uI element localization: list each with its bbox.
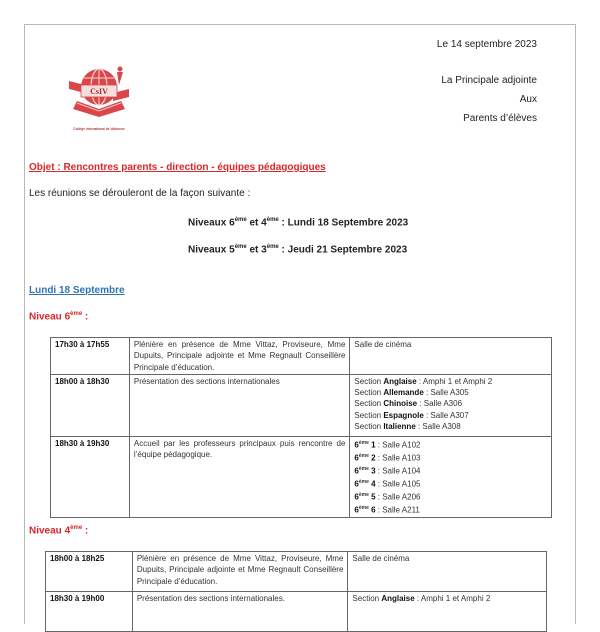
table-row	[46, 552, 547, 592]
svg-text:CsIV: CsIV	[90, 87, 108, 96]
schedule-table-4eme	[45, 551, 547, 632]
level-heading-6: Niveau 6ème :	[29, 311, 89, 323]
time-cell: 17h30 à 17h55	[51, 338, 130, 375]
description-cell: Présentation des sections internationales.	[132, 592, 348, 632]
description-cell: Accueil par les professeurs principaux puis rencontre de l’équipe pédagogique.	[129, 436, 350, 517]
table-row	[51, 436, 552, 517]
room-cell: Section Anglaise : Amphi 1 et Amphi 2	[348, 592, 547, 632]
recipients: Parents d’élèves	[463, 113, 537, 124]
sender: La Principale adjointe	[441, 75, 537, 86]
level-heading-4: Niveau 4ème :	[29, 525, 89, 537]
time-cell: 18h30 à 19h00	[46, 592, 133, 632]
schedule-line-2: Niveaux 5ème et 3ème : Jeudi 21 Septembre 2023	[188, 244, 408, 256]
table-row	[51, 374, 552, 436]
recipient-prefix: Aux	[519, 94, 537, 105]
description-cell: Plénière en présence de Mme Vittaz, Proviseure, Mme Dupuits, Principale adjointe et Mme Regnault Conseillère Principale d’éducation.	[129, 338, 350, 375]
table-row	[46, 592, 547, 632]
school-logo	[55, 63, 143, 133]
globe-book-logo-icon	[55, 63, 143, 127]
day-heading: Lundi 18 Septembre	[29, 285, 125, 296]
letter-date: Le 14 septembre 2023	[436, 39, 537, 50]
time-cell: 18h00 à 18h25	[46, 552, 133, 592]
letter-page	[24, 24, 576, 624]
description-cell: Présentation des sections internationales	[129, 374, 350, 436]
description-cell: Plénière en présence de Mme Vittaz, Proviseure, Mme Dupuits, Principale adjointe et Mme Regnault Conseillère Principale d’éducation.	[132, 552, 348, 592]
room-cell: Section Anglaise : Amphi 1 et Amphi 2 Section Allemande : Salle A305 Section Chinoise : Salle A306 Section Espagnole : Salle A307 Section Italienne : Salle A308	[350, 374, 552, 436]
intro-text: Les réunions se dérouleront de la façon suivante :	[29, 188, 251, 199]
subject-line: Objet : Rencontres parents - direction - équipes pédagogiques	[29, 162, 326, 173]
class-room-cell: 6ème 1 : Salle A102 6ème 2 : Salle A103 6ème 3 : Salle A104 6ème 4 : Salle A105 6ème 5 : Salle A206 6ème 6 : Salle A211	[350, 436, 552, 517]
time-cell: 18h00 à 18h30	[51, 374, 130, 436]
logo-caption: Collège International de Valbonne	[73, 127, 125, 131]
schedule-table-6eme	[50, 337, 552, 518]
room-cell: Salle de cinéma	[350, 338, 552, 375]
schedule-line-1: Niveaux 6ème et 4ème : Lundi 18 Septembre 2023	[188, 217, 409, 229]
room-cell: Salle de cinéma	[348, 552, 547, 592]
time-cell: 18h30 à 19h30	[51, 436, 130, 517]
table-row	[51, 338, 552, 375]
